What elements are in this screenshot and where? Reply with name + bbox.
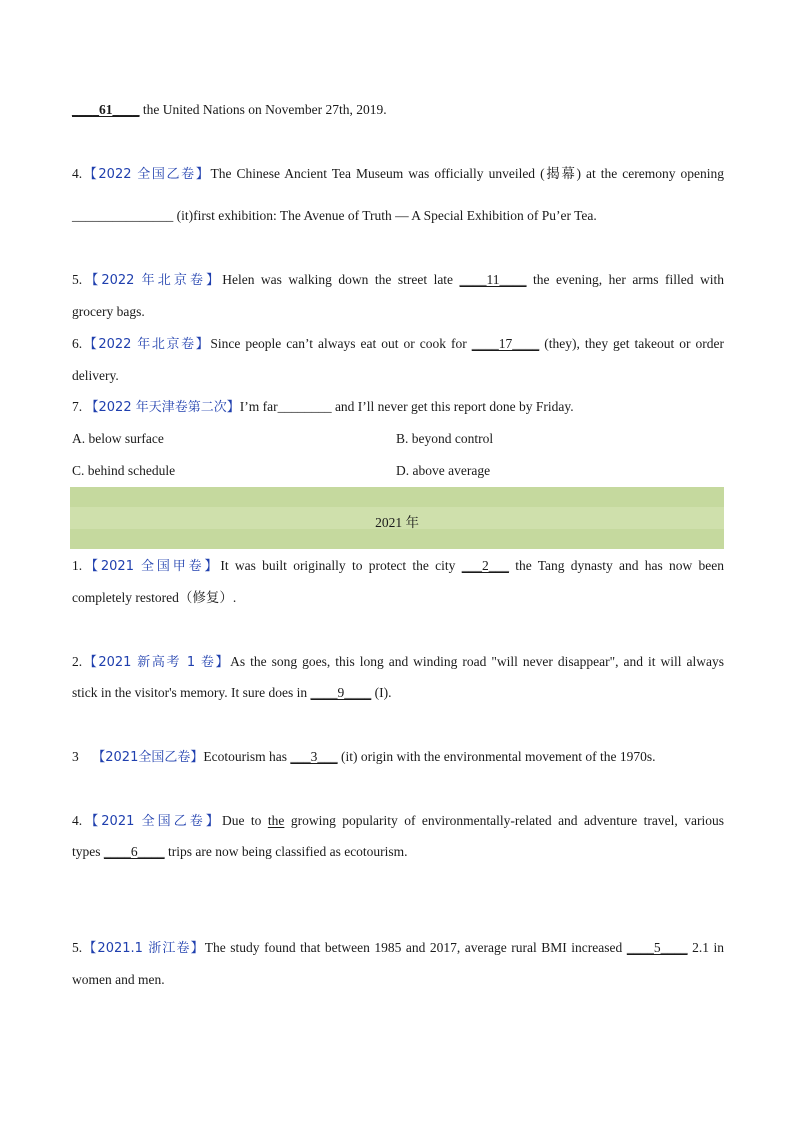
answer-blank: ____11____ [459, 272, 527, 287]
answer-blank: ____17____ [471, 336, 540, 351]
question-number: 4. [72, 813, 83, 828]
source-tag: 【2022 年天津卷第二次】 [85, 400, 240, 415]
question-2022-4-line2 [72, 206, 724, 226]
question-text: The study found that between 1985 and 2017, average rural BMI increased [204, 940, 627, 955]
question-number: 5. [72, 940, 83, 955]
question-text: growing popularity of environmentally-related and adventure travel, various [284, 813, 724, 828]
option-c: C. behind schedule [72, 463, 176, 478]
option-b: B. beyond control [396, 431, 494, 446]
question-61-text: the United Nations on November 27th, 2019. [139, 102, 387, 117]
question-2022-4 [72, 164, 724, 185]
blank-61: ____61____ [72, 102, 140, 117]
question-2021-1 [72, 556, 724, 577]
question-text: Since people can’t always eat out or cook for [210, 336, 472, 351]
underlined-word: the [267, 813, 285, 828]
question-number: 7. [72, 399, 83, 414]
question-61-line [72, 100, 724, 120]
question-text: trips are now being classified as ecotourism. [164, 844, 408, 859]
question-text: As the song goes, this long and winding road "will never disappear", and it will always [230, 654, 724, 669]
question-number: 4. [72, 166, 83, 181]
question-2021-3 [72, 747, 724, 768]
question-2022-6 [72, 334, 724, 355]
question-text: It was built originally to protect the city [220, 558, 462, 573]
source-tag: 【2021 全国甲卷】 [82, 559, 221, 574]
source-tag: 【2021全国乙卷】 [92, 750, 204, 765]
question-2021-1-line2: completely restored（修复）. [72, 590, 237, 605]
option-d: D. above average [396, 463, 491, 478]
source-tag: 【2021 新高考 1 卷】 [82, 655, 231, 670]
question-text: Due to [221, 813, 268, 828]
source-tag: 【2021 全国乙卷】 [82, 814, 222, 829]
question-text: the Tang dynasty and has now been [508, 558, 725, 573]
question-2022-6-line2: delivery. [72, 368, 119, 383]
question-text: (they), they get takeout or order [539, 336, 725, 351]
question-2021-2 [72, 652, 724, 673]
answer-blank: ___2___ [461, 558, 509, 573]
question-number: 2. [72, 654, 83, 669]
question-2022-5 [72, 270, 724, 291]
question-2021-4-line2 [72, 842, 724, 862]
question-text: The Chinese Ancient Tea Museum was officially unveiled (揭幕) at the ceremony opening [210, 166, 724, 181]
answer-blank: ___3___ [290, 749, 338, 764]
question-number: 1. [72, 558, 83, 573]
question-text: I’m far________ and I’ll never get this report done by Friday. [239, 399, 574, 414]
answer-blank: ____9____ [310, 685, 372, 700]
section-title: 2021 年 [375, 515, 419, 530]
question-2022-7 [72, 397, 724, 418]
question-2021-4 [72, 811, 724, 832]
question-text: stick in the visitor's memory. It sure does in [72, 685, 311, 700]
question-number: 6. [72, 336, 83, 351]
source-tag: 【2022 年北京卷】 [82, 337, 211, 352]
option-a: A. below surface [72, 431, 164, 446]
source-tag: 【2022 年北京卷】 [82, 273, 223, 288]
question-2021-5-line2: women and men. [72, 972, 165, 987]
question-text: (it)first exhibition: The Avenue of Truth — A Special Exhibition of Pu’er Tea. [173, 208, 597, 223]
question-number: 5. [72, 272, 83, 287]
question-2021-5 [72, 938, 724, 959]
answer-blank: ____6____ [103, 844, 165, 859]
question-text: (it) origin with the environmental movement of the 1970s. [337, 749, 656, 764]
question-text: the evening, her arms filled with [526, 272, 725, 287]
question-2022-5-line2: grocery bags. [72, 304, 145, 319]
answer-blank: ____5____ [626, 940, 688, 955]
question-2021-2-line2 [72, 683, 724, 703]
question-text: 2.1 in [687, 940, 724, 955]
question-text: types [72, 844, 104, 859]
question-number: 3 [72, 749, 79, 764]
section-band-2021 [70, 487, 724, 549]
source-tag: 【2022 全国乙卷】 [82, 167, 211, 182]
answer-blank: _______________ [72, 208, 174, 223]
source-tag: 【2021.1 浙江卷】 [82, 941, 205, 956]
question-text: Ecotourism has [203, 749, 291, 764]
question-text: Helen was walking down the street late [222, 272, 460, 287]
question-text: (I). [371, 685, 392, 700]
